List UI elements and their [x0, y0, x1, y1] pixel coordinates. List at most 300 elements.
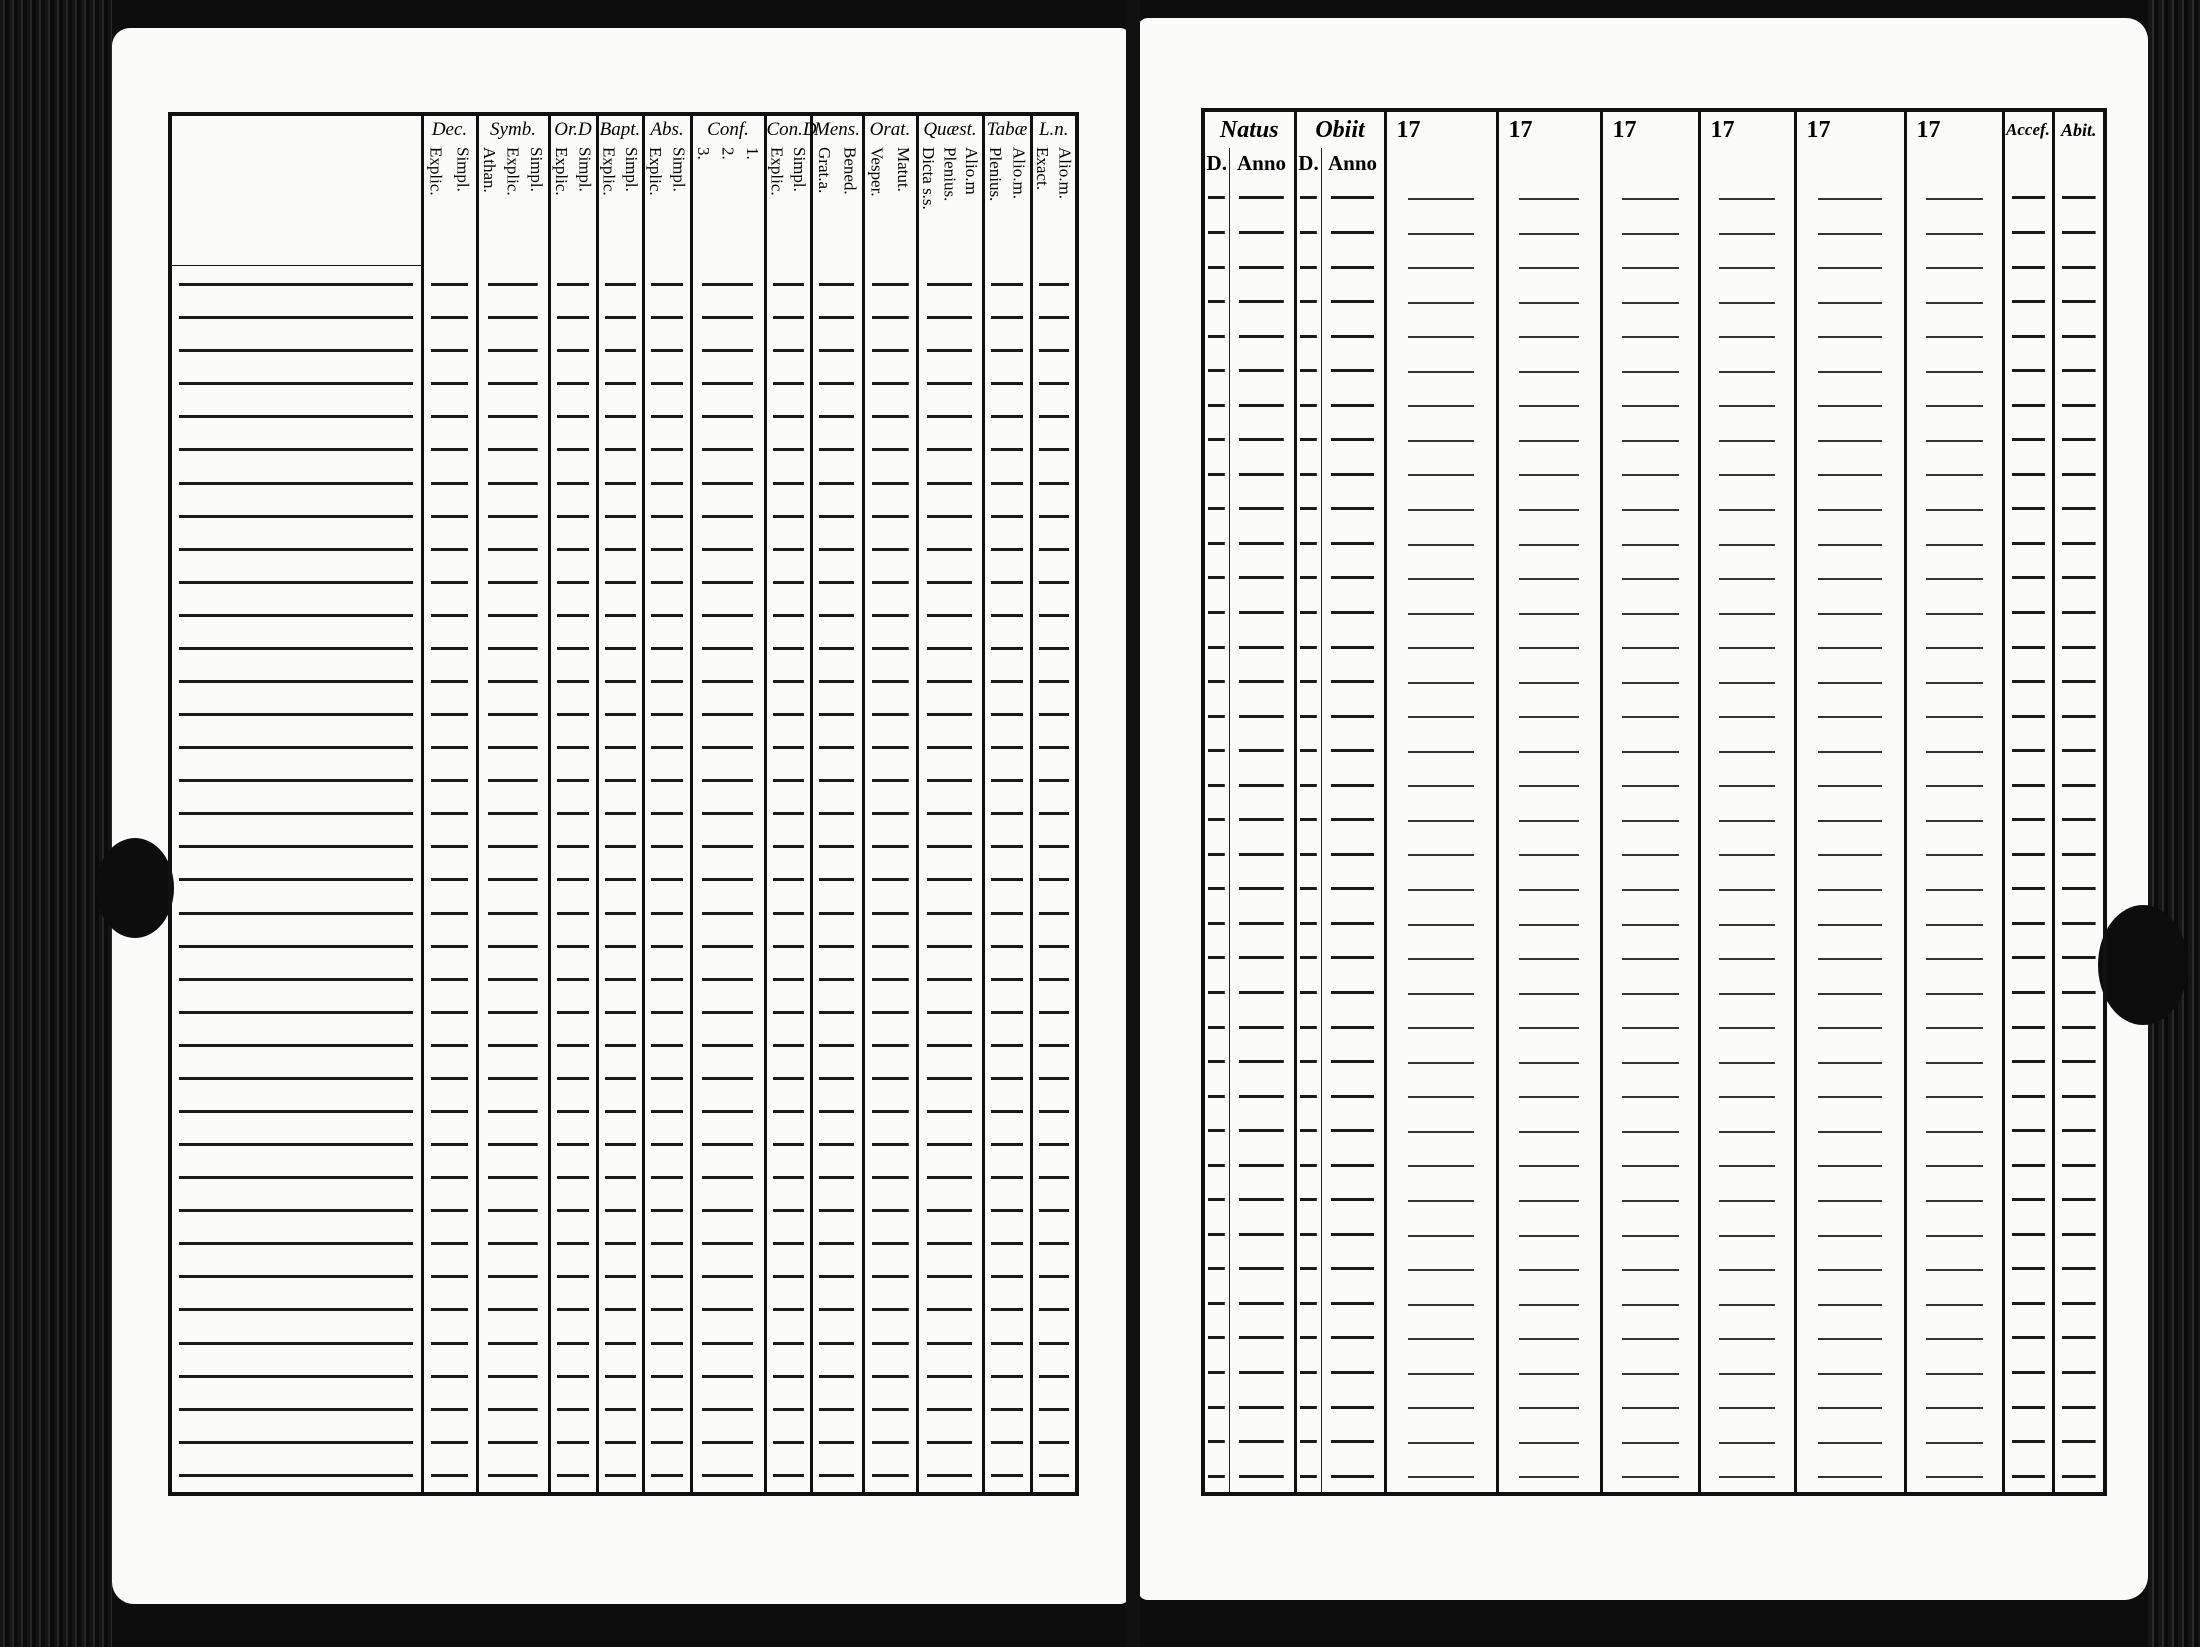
name-entry-line[interactable]: [170, 466, 422, 499]
entry-line[interactable]: [597, 731, 643, 764]
natus-year-line[interactable]: [1229, 766, 1295, 801]
name-entry-line[interactable]: [170, 996, 422, 1029]
entry-line[interactable]: [863, 268, 917, 301]
entry-line[interactable]: [811, 1062, 863, 1095]
year-entry-cell[interactable]: [1601, 490, 1699, 525]
abiit-line[interactable]: [2053, 1319, 2105, 1354]
entry-line[interactable]: [691, 1029, 765, 1062]
entry-line[interactable]: [863, 1062, 917, 1095]
year-entry-cell[interactable]: [1497, 801, 1601, 836]
name-entry-line[interactable]: [170, 930, 422, 963]
year-entry-cell[interactable]: [1497, 663, 1601, 698]
natus-year-line[interactable]: [1229, 248, 1295, 283]
entry-line[interactable]: [863, 632, 917, 665]
entry-line[interactable]: [1031, 797, 1077, 830]
entry-line[interactable]: [643, 665, 691, 698]
entry-line[interactable]: [811, 996, 863, 1029]
year-entry-cell[interactable]: [1385, 1112, 1497, 1147]
obiit-day-line[interactable]: [1295, 317, 1321, 352]
year-entry-cell[interactable]: [1497, 214, 1601, 249]
entry-line[interactable]: [917, 400, 983, 433]
entry-line[interactable]: [597, 863, 643, 896]
entry-line[interactable]: [917, 1194, 983, 1227]
natus-year-line[interactable]: [1229, 1388, 1295, 1423]
entry-line[interactable]: [917, 1227, 983, 1260]
natus-year-line[interactable]: [1229, 455, 1295, 490]
entry-line[interactable]: [917, 996, 983, 1029]
accessit-line[interactable]: [2003, 870, 2053, 905]
entry-line[interactable]: [863, 1426, 917, 1459]
entry-line[interactable]: [549, 863, 597, 896]
year-entry-cell[interactable]: [1385, 974, 1497, 1009]
entry-line[interactable]: [917, 764, 983, 797]
entry-line[interactable]: [765, 1327, 811, 1360]
entry-line[interactable]: [811, 500, 863, 533]
abiit-line[interactable]: [2053, 905, 2105, 940]
natus-year-line[interactable]: [1229, 352, 1295, 387]
accessit-line[interactable]: [2003, 1250, 2053, 1285]
entry-line[interactable]: [643, 632, 691, 665]
entry-line[interactable]: [983, 1426, 1031, 1459]
entry-line[interactable]: [811, 400, 863, 433]
obiit-day-line[interactable]: [1295, 628, 1321, 663]
obiit-year-line[interactable]: [1321, 421, 1385, 456]
entry-line[interactable]: [549, 896, 597, 929]
entry-line[interactable]: [691, 797, 765, 830]
entry-line[interactable]: [863, 533, 917, 566]
year-entry-cell[interactable]: [1905, 248, 2003, 283]
natus-year-line[interactable]: [1229, 1285, 1295, 1320]
entry-line[interactable]: [983, 1327, 1031, 1360]
entry-line[interactable]: [597, 1128, 643, 1161]
entry-line[interactable]: [597, 1360, 643, 1393]
entry-line[interactable]: [917, 466, 983, 499]
entry-line[interactable]: [597, 1293, 643, 1326]
natus-day-line[interactable]: [1203, 248, 1229, 283]
obiit-year-line[interactable]: [1321, 214, 1385, 249]
entry-line[interactable]: [597, 797, 643, 830]
entry-line[interactable]: [983, 1029, 1031, 1062]
natus-day-line[interactable]: [1203, 1388, 1229, 1423]
entry-line[interactable]: [597, 996, 643, 1029]
entry-line[interactable]: [691, 1459, 765, 1494]
obiit-day-line[interactable]: [1295, 1112, 1321, 1147]
entry-line[interactable]: [1031, 1393, 1077, 1426]
entry-line[interactable]: [811, 632, 863, 665]
year-entry-cell[interactable]: [1385, 179, 1497, 214]
name-entry-line[interactable]: [170, 367, 422, 400]
entry-line[interactable]: [691, 863, 765, 896]
entry-line[interactable]: [549, 1095, 597, 1128]
entry-line[interactable]: [983, 533, 1031, 566]
natus-day-line[interactable]: [1203, 386, 1229, 421]
obiit-year-line[interactable]: [1321, 1043, 1385, 1078]
natus-year-line[interactable]: [1229, 801, 1295, 836]
entry-line[interactable]: [422, 268, 477, 301]
natus-year-line[interactable]: [1229, 1457, 1295, 1494]
year-entry-cell[interactable]: [1601, 1354, 1699, 1389]
entry-line[interactable]: [643, 1360, 691, 1393]
entry-line[interactable]: [983, 698, 1031, 731]
obiit-day-line[interactable]: [1295, 1043, 1321, 1078]
year-entry-cell[interactable]: [1699, 594, 1795, 629]
entry-line[interactable]: [549, 1227, 597, 1260]
natus-day-line[interactable]: [1203, 766, 1229, 801]
year-entry-cell[interactable]: [1699, 1457, 1795, 1494]
entry-line[interactable]: [691, 334, 765, 367]
obiit-year-line[interactable]: [1321, 1181, 1385, 1216]
year-entry-cell[interactable]: [1497, 766, 1601, 801]
year-entry-cell[interactable]: [1699, 455, 1795, 490]
entry-line[interactable]: [691, 1227, 765, 1260]
year-entry-cell[interactable]: [1497, 974, 1601, 1009]
year-entry-cell[interactable]: [1905, 1112, 2003, 1147]
accessit-line[interactable]: [2003, 1181, 2053, 1216]
year-entry-cell[interactable]: [1601, 1250, 1699, 1285]
abiit-line[interactable]: [2053, 732, 2105, 767]
entry-line[interactable]: [422, 830, 477, 863]
entry-line[interactable]: [597, 698, 643, 731]
entry-line[interactable]: [765, 963, 811, 996]
obiit-year-line[interactable]: [1321, 697, 1385, 732]
entry-line[interactable]: [691, 963, 765, 996]
year-entry-cell[interactable]: [1385, 835, 1497, 870]
year-entry-cell[interactable]: [1601, 1043, 1699, 1078]
year-entry-cell[interactable]: [1795, 974, 1905, 1009]
entry-line[interactable]: [917, 665, 983, 698]
entry-line[interactable]: [549, 1293, 597, 1326]
year-entry-cell[interactable]: [1795, 1112, 1905, 1147]
entry-line[interactable]: [549, 1194, 597, 1227]
entry-line[interactable]: [477, 599, 549, 632]
entry-line[interactable]: [691, 533, 765, 566]
year-entry-cell[interactable]: [1497, 1112, 1601, 1147]
natus-day-line[interactable]: [1203, 697, 1229, 732]
entry-line[interactable]: [765, 698, 811, 731]
entry-line[interactable]: [1031, 1128, 1077, 1161]
entry-line[interactable]: [917, 830, 983, 863]
entry-line[interactable]: [643, 1062, 691, 1095]
year-entry-cell[interactable]: [1699, 559, 1795, 594]
entry-line[interactable]: [811, 1327, 863, 1360]
entry-line[interactable]: [983, 1128, 1031, 1161]
entry-line[interactable]: [549, 698, 597, 731]
entry-line[interactable]: [917, 797, 983, 830]
year-entry-cell[interactable]: [1905, 1077, 2003, 1112]
entry-line[interactable]: [549, 533, 597, 566]
entry-line[interactable]: [917, 1393, 983, 1426]
year-entry-cell[interactable]: [1385, 1388, 1497, 1423]
entry-line[interactable]: [1031, 996, 1077, 1029]
name-entry-line[interactable]: [170, 599, 422, 632]
entry-line[interactable]: [422, 466, 477, 499]
entry-line[interactable]: [1031, 1227, 1077, 1260]
year-entry-cell[interactable]: [1385, 455, 1497, 490]
year-entry-cell[interactable]: [1905, 1008, 2003, 1043]
year-entry-cell[interactable]: [1497, 1285, 1601, 1320]
abiit-line[interactable]: [2053, 594, 2105, 629]
abiit-line[interactable]: [2053, 1354, 2105, 1389]
year-entry-cell[interactable]: [1385, 1319, 1497, 1354]
entry-line[interactable]: [765, 599, 811, 632]
entry-line[interactable]: [765, 1426, 811, 1459]
entry-line[interactable]: [811, 1293, 863, 1326]
entry-line[interactable]: [811, 830, 863, 863]
entry-line[interactable]: [477, 1161, 549, 1194]
year-entry-cell[interactable]: [1497, 386, 1601, 421]
entry-line[interactable]: [691, 1393, 765, 1426]
entry-line[interactable]: [917, 731, 983, 764]
accessit-line[interactable]: [2003, 1354, 2053, 1389]
year-entry-cell[interactable]: [1497, 455, 1601, 490]
entry-line[interactable]: [983, 1260, 1031, 1293]
entry-line[interactable]: [811, 433, 863, 466]
entry-line[interactable]: [765, 301, 811, 334]
year-entry-cell[interactable]: [1905, 1146, 2003, 1181]
entry-line[interactable]: [477, 1327, 549, 1360]
entry-line[interactable]: [422, 797, 477, 830]
year-entry-cell[interactable]: [1699, 490, 1795, 525]
entry-line[interactable]: [691, 466, 765, 499]
entry-line[interactable]: [422, 632, 477, 665]
natus-day-line[interactable]: [1203, 801, 1229, 836]
year-entry-cell[interactable]: [1385, 525, 1497, 560]
natus-day-line[interactable]: [1203, 1216, 1229, 1251]
entry-line[interactable]: [983, 632, 1031, 665]
entry-line[interactable]: [597, 1029, 643, 1062]
year-entry-cell[interactable]: [1795, 870, 1905, 905]
year-entry-cell[interactable]: [1795, 628, 1905, 663]
entry-line[interactable]: [477, 963, 549, 996]
year-entry-cell[interactable]: [1385, 490, 1497, 525]
year-entry-cell[interactable]: [1699, 248, 1795, 283]
accessit-line[interactable]: [2003, 628, 2053, 663]
entry-line[interactable]: [765, 1260, 811, 1293]
entry-line[interactable]: [765, 830, 811, 863]
entry-line[interactable]: [811, 797, 863, 830]
obiit-year-line[interactable]: [1321, 1354, 1385, 1389]
entry-line[interactable]: [549, 268, 597, 301]
year-entry-cell[interactable]: [1699, 1354, 1795, 1389]
entry-line[interactable]: [643, 1128, 691, 1161]
entry-line[interactable]: [863, 1128, 917, 1161]
year-entry-cell[interactable]: [1497, 1181, 1601, 1216]
entry-line[interactable]: [549, 599, 597, 632]
year-entry-cell[interactable]: [1905, 905, 2003, 940]
entry-line[interactable]: [691, 1260, 765, 1293]
entry-line[interactable]: [983, 731, 1031, 764]
entry-line[interactable]: [983, 764, 1031, 797]
entry-line[interactable]: [597, 1459, 643, 1494]
year-entry-cell[interactable]: [1905, 870, 2003, 905]
obiit-year-line[interactable]: [1321, 525, 1385, 560]
entry-line[interactable]: [863, 1227, 917, 1260]
entry-line[interactable]: [765, 533, 811, 566]
year-entry-cell[interactable]: [1699, 283, 1795, 318]
name-entry-line[interactable]: [170, 301, 422, 334]
natus-day-line[interactable]: [1203, 421, 1229, 456]
entry-line[interactable]: [477, 1194, 549, 1227]
entry-line[interactable]: [597, 400, 643, 433]
entry-line[interactable]: [863, 698, 917, 731]
year-entry-cell[interactable]: [1497, 732, 1601, 767]
entry-line[interactable]: [422, 1260, 477, 1293]
entry-line[interactable]: [549, 1327, 597, 1360]
obiit-year-line[interactable]: [1321, 1112, 1385, 1147]
abiit-line[interactable]: [2053, 1112, 2105, 1147]
entry-line[interactable]: [811, 1260, 863, 1293]
year-entry-cell[interactable]: [1795, 1216, 1905, 1251]
entry-line[interactable]: [811, 1194, 863, 1227]
year-entry-cell[interactable]: [1601, 179, 1699, 214]
entry-line[interactable]: [477, 930, 549, 963]
entry-line[interactable]: [691, 566, 765, 599]
entry-line[interactable]: [549, 930, 597, 963]
year-entry-cell[interactable]: [1795, 525, 1905, 560]
entry-line[interactable]: [765, 1227, 811, 1260]
entry-line[interactable]: [983, 599, 1031, 632]
entry-line[interactable]: [422, 301, 477, 334]
entry-line[interactable]: [643, 400, 691, 433]
entry-line[interactable]: [1031, 1029, 1077, 1062]
year-entry-cell[interactable]: [1905, 525, 2003, 560]
natus-year-line[interactable]: [1229, 663, 1295, 698]
entry-line[interactable]: [477, 1260, 549, 1293]
entry-line[interactable]: [549, 1393, 597, 1426]
obiit-year-line[interactable]: [1321, 490, 1385, 525]
abiit-line[interactable]: [2053, 1181, 2105, 1216]
entry-line[interactable]: [863, 896, 917, 929]
accessit-line[interactable]: [2003, 525, 2053, 560]
entry-line[interactable]: [597, 1095, 643, 1128]
natus-day-line[interactable]: [1203, 939, 1229, 974]
natus-year-line[interactable]: [1229, 697, 1295, 732]
abiit-line[interactable]: [2053, 1285, 2105, 1320]
entry-line[interactable]: [422, 731, 477, 764]
entry-line[interactable]: [549, 632, 597, 665]
abiit-line[interactable]: [2053, 525, 2105, 560]
entry-line[interactable]: [863, 466, 917, 499]
year-entry-cell[interactable]: [1905, 1250, 2003, 1285]
entry-line[interactable]: [983, 1293, 1031, 1326]
entry-line[interactable]: [765, 1062, 811, 1095]
accessit-line[interactable]: [2003, 801, 2053, 836]
year-entry-cell[interactable]: [1601, 939, 1699, 974]
year-entry-cell[interactable]: [1795, 766, 1905, 801]
year-entry-cell[interactable]: [1601, 559, 1699, 594]
obiit-day-line[interactable]: [1295, 283, 1321, 318]
year-entry-cell[interactable]: [1601, 870, 1699, 905]
abiit-line[interactable]: [2053, 974, 2105, 1009]
abiit-line[interactable]: [2053, 835, 2105, 870]
entry-line[interactable]: [863, 1293, 917, 1326]
obiit-year-line[interactable]: [1321, 766, 1385, 801]
natus-day-line[interactable]: [1203, 594, 1229, 629]
year-entry-cell[interactable]: [1699, 663, 1795, 698]
entry-line[interactable]: [765, 1161, 811, 1194]
entry-line[interactable]: [477, 1360, 549, 1393]
entry-line[interactable]: [477, 632, 549, 665]
entry-line[interactable]: [983, 367, 1031, 400]
entry-line[interactable]: [765, 1095, 811, 1128]
abiit-line[interactable]: [2053, 352, 2105, 387]
entry-line[interactable]: [1031, 930, 1077, 963]
natus-day-line[interactable]: [1203, 1181, 1229, 1216]
year-entry-cell[interactable]: [1601, 801, 1699, 836]
obiit-day-line[interactable]: [1295, 1216, 1321, 1251]
entry-line[interactable]: [597, 533, 643, 566]
entry-line[interactable]: [917, 1062, 983, 1095]
obiit-year-line[interactable]: [1321, 1319, 1385, 1354]
abiit-line[interactable]: [2053, 1146, 2105, 1181]
entry-line[interactable]: [811, 466, 863, 499]
year-entry-cell[interactable]: [1601, 455, 1699, 490]
entry-line[interactable]: [1031, 433, 1077, 466]
year-entry-cell[interactable]: [1699, 1216, 1795, 1251]
entry-line[interactable]: [811, 930, 863, 963]
entry-line[interactable]: [917, 533, 983, 566]
entry-line[interactable]: [422, 1426, 477, 1459]
year-entry-cell[interactable]: [1601, 1216, 1699, 1251]
entry-line[interactable]: [917, 1327, 983, 1360]
year-entry-cell[interactable]: [1385, 1181, 1497, 1216]
entry-line[interactable]: [477, 896, 549, 929]
name-entry-line[interactable]: [170, 566, 422, 599]
natus-year-line[interactable]: [1229, 1043, 1295, 1078]
obiit-year-line[interactable]: [1321, 1146, 1385, 1181]
entry-line[interactable]: [863, 400, 917, 433]
name-entry-line[interactable]: [170, 1194, 422, 1227]
abiit-line[interactable]: [2053, 1388, 2105, 1423]
entry-line[interactable]: [691, 1095, 765, 1128]
entry-line[interactable]: [691, 301, 765, 334]
entry-line[interactable]: [863, 930, 917, 963]
year-entry-cell[interactable]: [1905, 179, 2003, 214]
entry-line[interactable]: [1031, 1095, 1077, 1128]
accessit-line[interactable]: [2003, 697, 2053, 732]
entry-line[interactable]: [1031, 566, 1077, 599]
natus-year-line[interactable]: [1229, 283, 1295, 318]
obiit-year-line[interactable]: [1321, 939, 1385, 974]
entry-line[interactable]: [1031, 963, 1077, 996]
entry-line[interactable]: [863, 1161, 917, 1194]
name-entry-line[interactable]: [170, 1128, 422, 1161]
obiit-year-line[interactable]: [1321, 1216, 1385, 1251]
entry-line[interactable]: [1031, 1293, 1077, 1326]
year-entry-cell[interactable]: [1385, 1250, 1497, 1285]
year-entry-cell[interactable]: [1795, 1146, 1905, 1181]
entry-line[interactable]: [643, 1194, 691, 1227]
entry-line[interactable]: [983, 1360, 1031, 1393]
year-entry-cell[interactable]: [1795, 248, 1905, 283]
obiit-year-line[interactable]: [1321, 559, 1385, 594]
obiit-day-line[interactable]: [1295, 214, 1321, 249]
year-entry-cell[interactable]: [1699, 628, 1795, 663]
accessit-line[interactable]: [2003, 594, 2053, 629]
natus-year-line[interactable]: [1229, 974, 1295, 1009]
year-entry-cell[interactable]: [1699, 352, 1795, 387]
year-entry-cell[interactable]: [1385, 905, 1497, 940]
name-entry-line[interactable]: [170, 1393, 422, 1426]
entry-line[interactable]: [1031, 1426, 1077, 1459]
entry-line[interactable]: [1031, 1360, 1077, 1393]
entry-line[interactable]: [863, 1393, 917, 1426]
obiit-year-line[interactable]: [1321, 835, 1385, 870]
year-entry-cell[interactable]: [1905, 766, 2003, 801]
entry-line[interactable]: [811, 863, 863, 896]
accessit-line[interactable]: [2003, 386, 2053, 421]
entry-line[interactable]: [549, 830, 597, 863]
